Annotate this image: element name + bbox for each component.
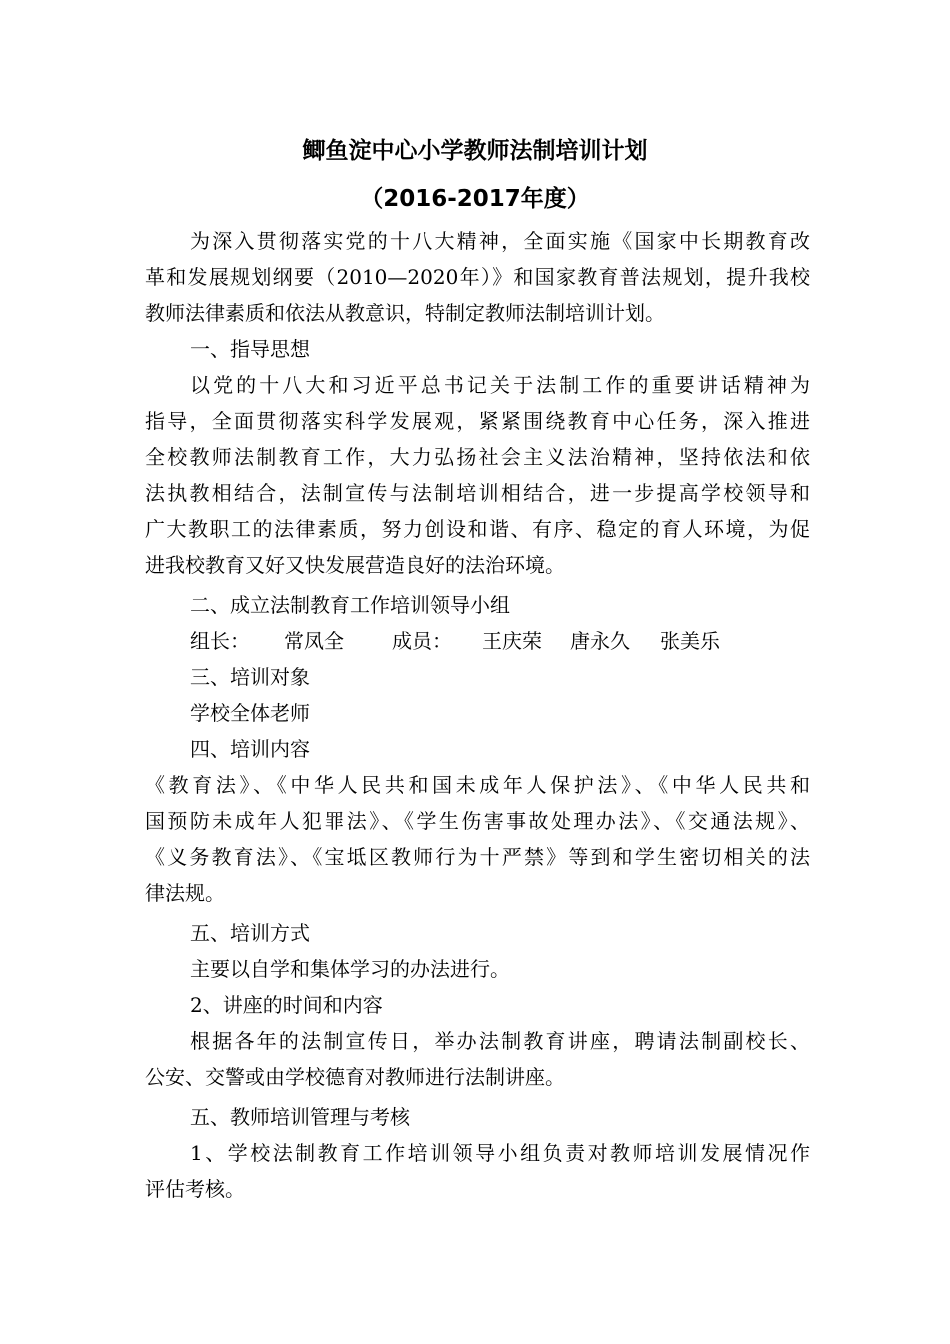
member-name: 张美乐 (660, 629, 720, 653)
document-title: 鲫鱼淀中心小学教师法制培训计划 (302, 138, 648, 164)
member-name: 王庆荣 (482, 629, 542, 653)
members-label: 成员： (392, 629, 452, 653)
sub-heading: 2、讲座的时间和内容 (190, 993, 383, 1017)
leader-label: 组长： (190, 629, 250, 653)
intro-line: 为深入贯彻落实党的十八大精神，全面实施《国家中长期教育改 (190, 229, 810, 253)
paragraph-line: 根据各年的法制宣传日，举办法制教育讲座，聘请法制副校长、 (190, 1029, 810, 1053)
paragraph-line: 律法规。 (145, 881, 225, 905)
section-heading: 一、指导思想 (190, 337, 310, 361)
member-name: 唐永久 (570, 629, 630, 653)
paragraph-line: 法执教相结合，法制宣传与法制培训相结合，进一步提高学校领导和 (145, 481, 810, 505)
paragraph-line: 全校教师法制教育工作，大力弘扬社会主义法治精神，坚持依法和依 (145, 445, 810, 469)
leader-row (190, 626, 810, 656)
paragraph-line: 以党的十八大和习近平总书记关于法制工作的重要讲话精神为 (190, 373, 810, 397)
intro-line: 教师法律素质和依法从教意识，特制定教师法制培训计划。 (145, 301, 665, 325)
section-heading: 五、教师培训管理与考核 (190, 1105, 410, 1129)
section-heading: 二、成立法制教育工作培训领导小组 (190, 593, 510, 617)
paragraph-line: 广大教职工的法律素质，努力创设和谐、有序、稳定的育人环境，为促 (145, 517, 810, 541)
paragraph-line: 国预防未成年人犯罪法》、《学生伤害事故处理办法》、《交通法规》、 (145, 809, 810, 833)
section-heading: 四、培训内容 (190, 737, 310, 761)
paragraph-line: 学校全体老师 (190, 701, 310, 725)
leader-name: 常凤全 (284, 629, 344, 653)
paragraph-line: 主要以自学和集体学习的办法进行。 (190, 957, 510, 981)
document-subtitle: （2016-2017年度） (360, 186, 590, 212)
paragraph-line: 进我校教育又好又快发展营造良好的法治环境。 (145, 553, 565, 577)
paragraph-line: 评估考核。 (145, 1177, 245, 1201)
paragraph-line: 1、学校法制教育工作培训领导小组负责对教师培训发展情况作 (190, 1141, 810, 1165)
paragraph-line: 《义务教育法》、《宝坻区教师行为十严禁》等到和学生密切相关的法 (145, 845, 810, 869)
paragraph-line: 指导，全面贯彻落实科学发展观，紧紧围绕教育中心任务，深入推进 (145, 409, 810, 433)
paragraph-line: 公安、交警或由学校德育对教师进行法制讲座。 (145, 1065, 565, 1089)
section-heading: 三、培训对象 (190, 665, 310, 689)
paragraph-line: 《教育法》、《中华人民共和国未成年人保护法》、《中华人民共和 (145, 773, 810, 797)
section-heading: 五、培训方式 (190, 921, 310, 945)
intro-line: 革和发展规划纲要（2010—2020年）》和国家教育普法规划，提升我校 (145, 265, 810, 289)
